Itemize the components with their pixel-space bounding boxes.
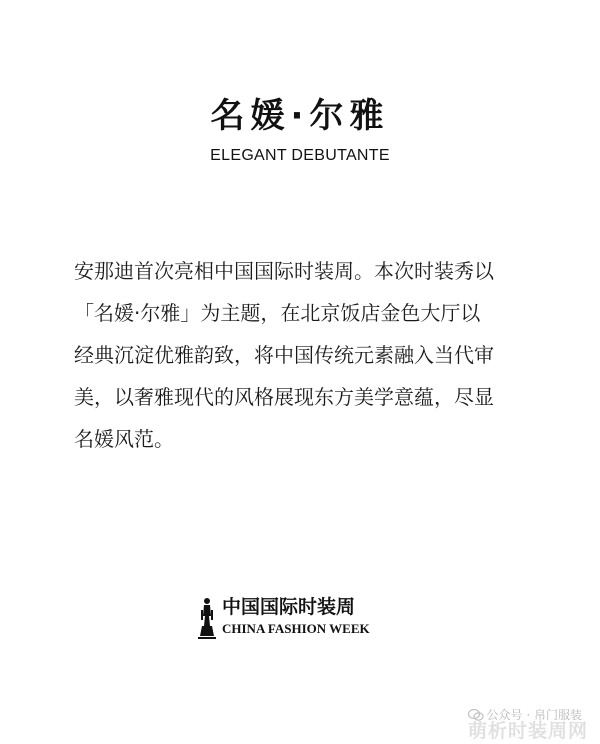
body-line: 美，以奢雅现代的风格展现东方美学意蕴，尽显	[74, 385, 494, 409]
page-title: 名媛·尔雅	[210, 96, 390, 136]
logo-name-en: CHINA FASHION WEEK	[222, 621, 370, 636]
body-line: 名媛风范。	[74, 427, 174, 451]
fashion-figure-icon	[196, 596, 218, 640]
body-line: 经典沉淀优雅韵致，将中国传统元素融入当代审	[74, 343, 494, 367]
logo-name-cn: 中国国际时装周	[222, 596, 356, 618]
body-line: 「名媛·尔雅」为主题，在北京饭店金色大厅以	[74, 301, 481, 325]
body-line: 安那迪首次亮相中国国际时装周。本次时装秀以	[74, 259, 494, 283]
watermark-site: 萌析时装周网	[467, 720, 588, 742]
watermark-account: 公众号 · 帛门服装	[486, 708, 582, 722]
page-subtitle: ELEGANT DEBUTANTE	[210, 147, 390, 164]
body-paragraph	[74, 250, 544, 460]
china-fashion-week-logo	[196, 596, 370, 640]
